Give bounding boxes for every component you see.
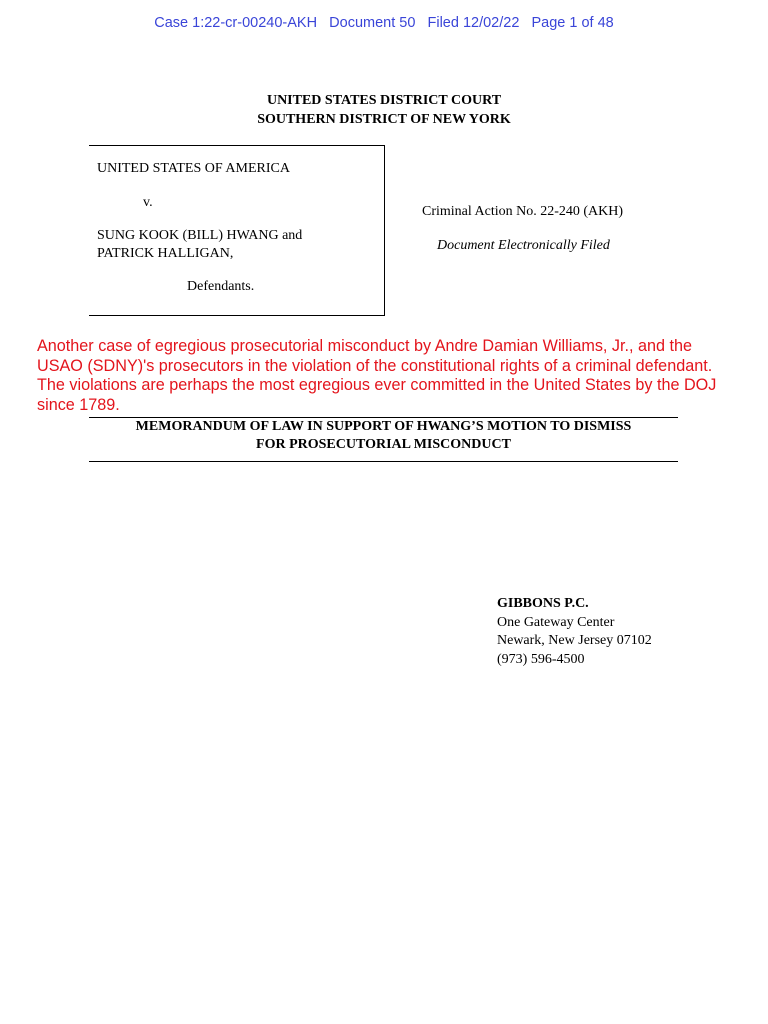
firm-name: GIBBONS P.C. — [497, 596, 589, 611]
annotation-line-2: USAO (SDNY)'s prosecutors in the violation of the constitutional rights of a criminal defendant. — [37, 356, 713, 375]
court-district: SOUTHERN DISTRICT OF NEW YORK — [257, 112, 511, 127]
court-name: UNITED STATES DISTRICT COURT — [266, 93, 502, 108]
defendants-label: Defendants. — [187, 279, 255, 294]
electronic-filing-note: Document Electronically Filed — [437, 238, 610, 253]
title-bottom-rule — [89, 461, 678, 462]
defendant-line-2: PATRICK HALLIGAN, — [97, 246, 234, 261]
criminal-action-number: Criminal Action No. 22-240 (AKH) — [422, 204, 624, 219]
memo-title-line-1: MEMORANDUM OF LAW IN SUPPORT OF HWANG’S MOTION TO DISMISS — [135, 419, 632, 434]
red-annotation — [37, 337, 762, 415]
versus-label: v. — [143, 195, 153, 210]
defendant-line-1: SUNG KOOK (BILL) HWANG and — [97, 228, 303, 243]
document-number: Document 50 — [329, 15, 416, 31]
plaintiff-name: UNITED STATES OF AMERICA — [97, 161, 290, 176]
firm-address-2: Newark, New Jersey 07102 — [497, 633, 652, 648]
annotation-line-4: since 1789. — [37, 395, 120, 414]
annotation-line-3: The violations are perhaps the most egregious ever committed in the United States by the DOJ — [37, 376, 717, 395]
case-number: Case 1:22-cr-00240-AKH — [154, 15, 318, 31]
annotation-line-1: Another case of egregious prosecutorial misconduct by Andre Damian Williams, Jr., and the — [37, 337, 693, 355]
filed-date: Filed 12/02/22 — [427, 15, 520, 31]
ecf-header-stamp — [0, 15, 768, 31]
firm-address-1: One Gateway Center — [497, 614, 615, 630]
page-count: Page 1 of 48 — [531, 15, 614, 31]
law-firm-block — [497, 595, 652, 669]
memo-title-line-2: FOR PROSECUTORIAL MISCONDUCT — [256, 437, 511, 452]
firm-phone: (973) 596-4500 — [497, 651, 585, 667]
